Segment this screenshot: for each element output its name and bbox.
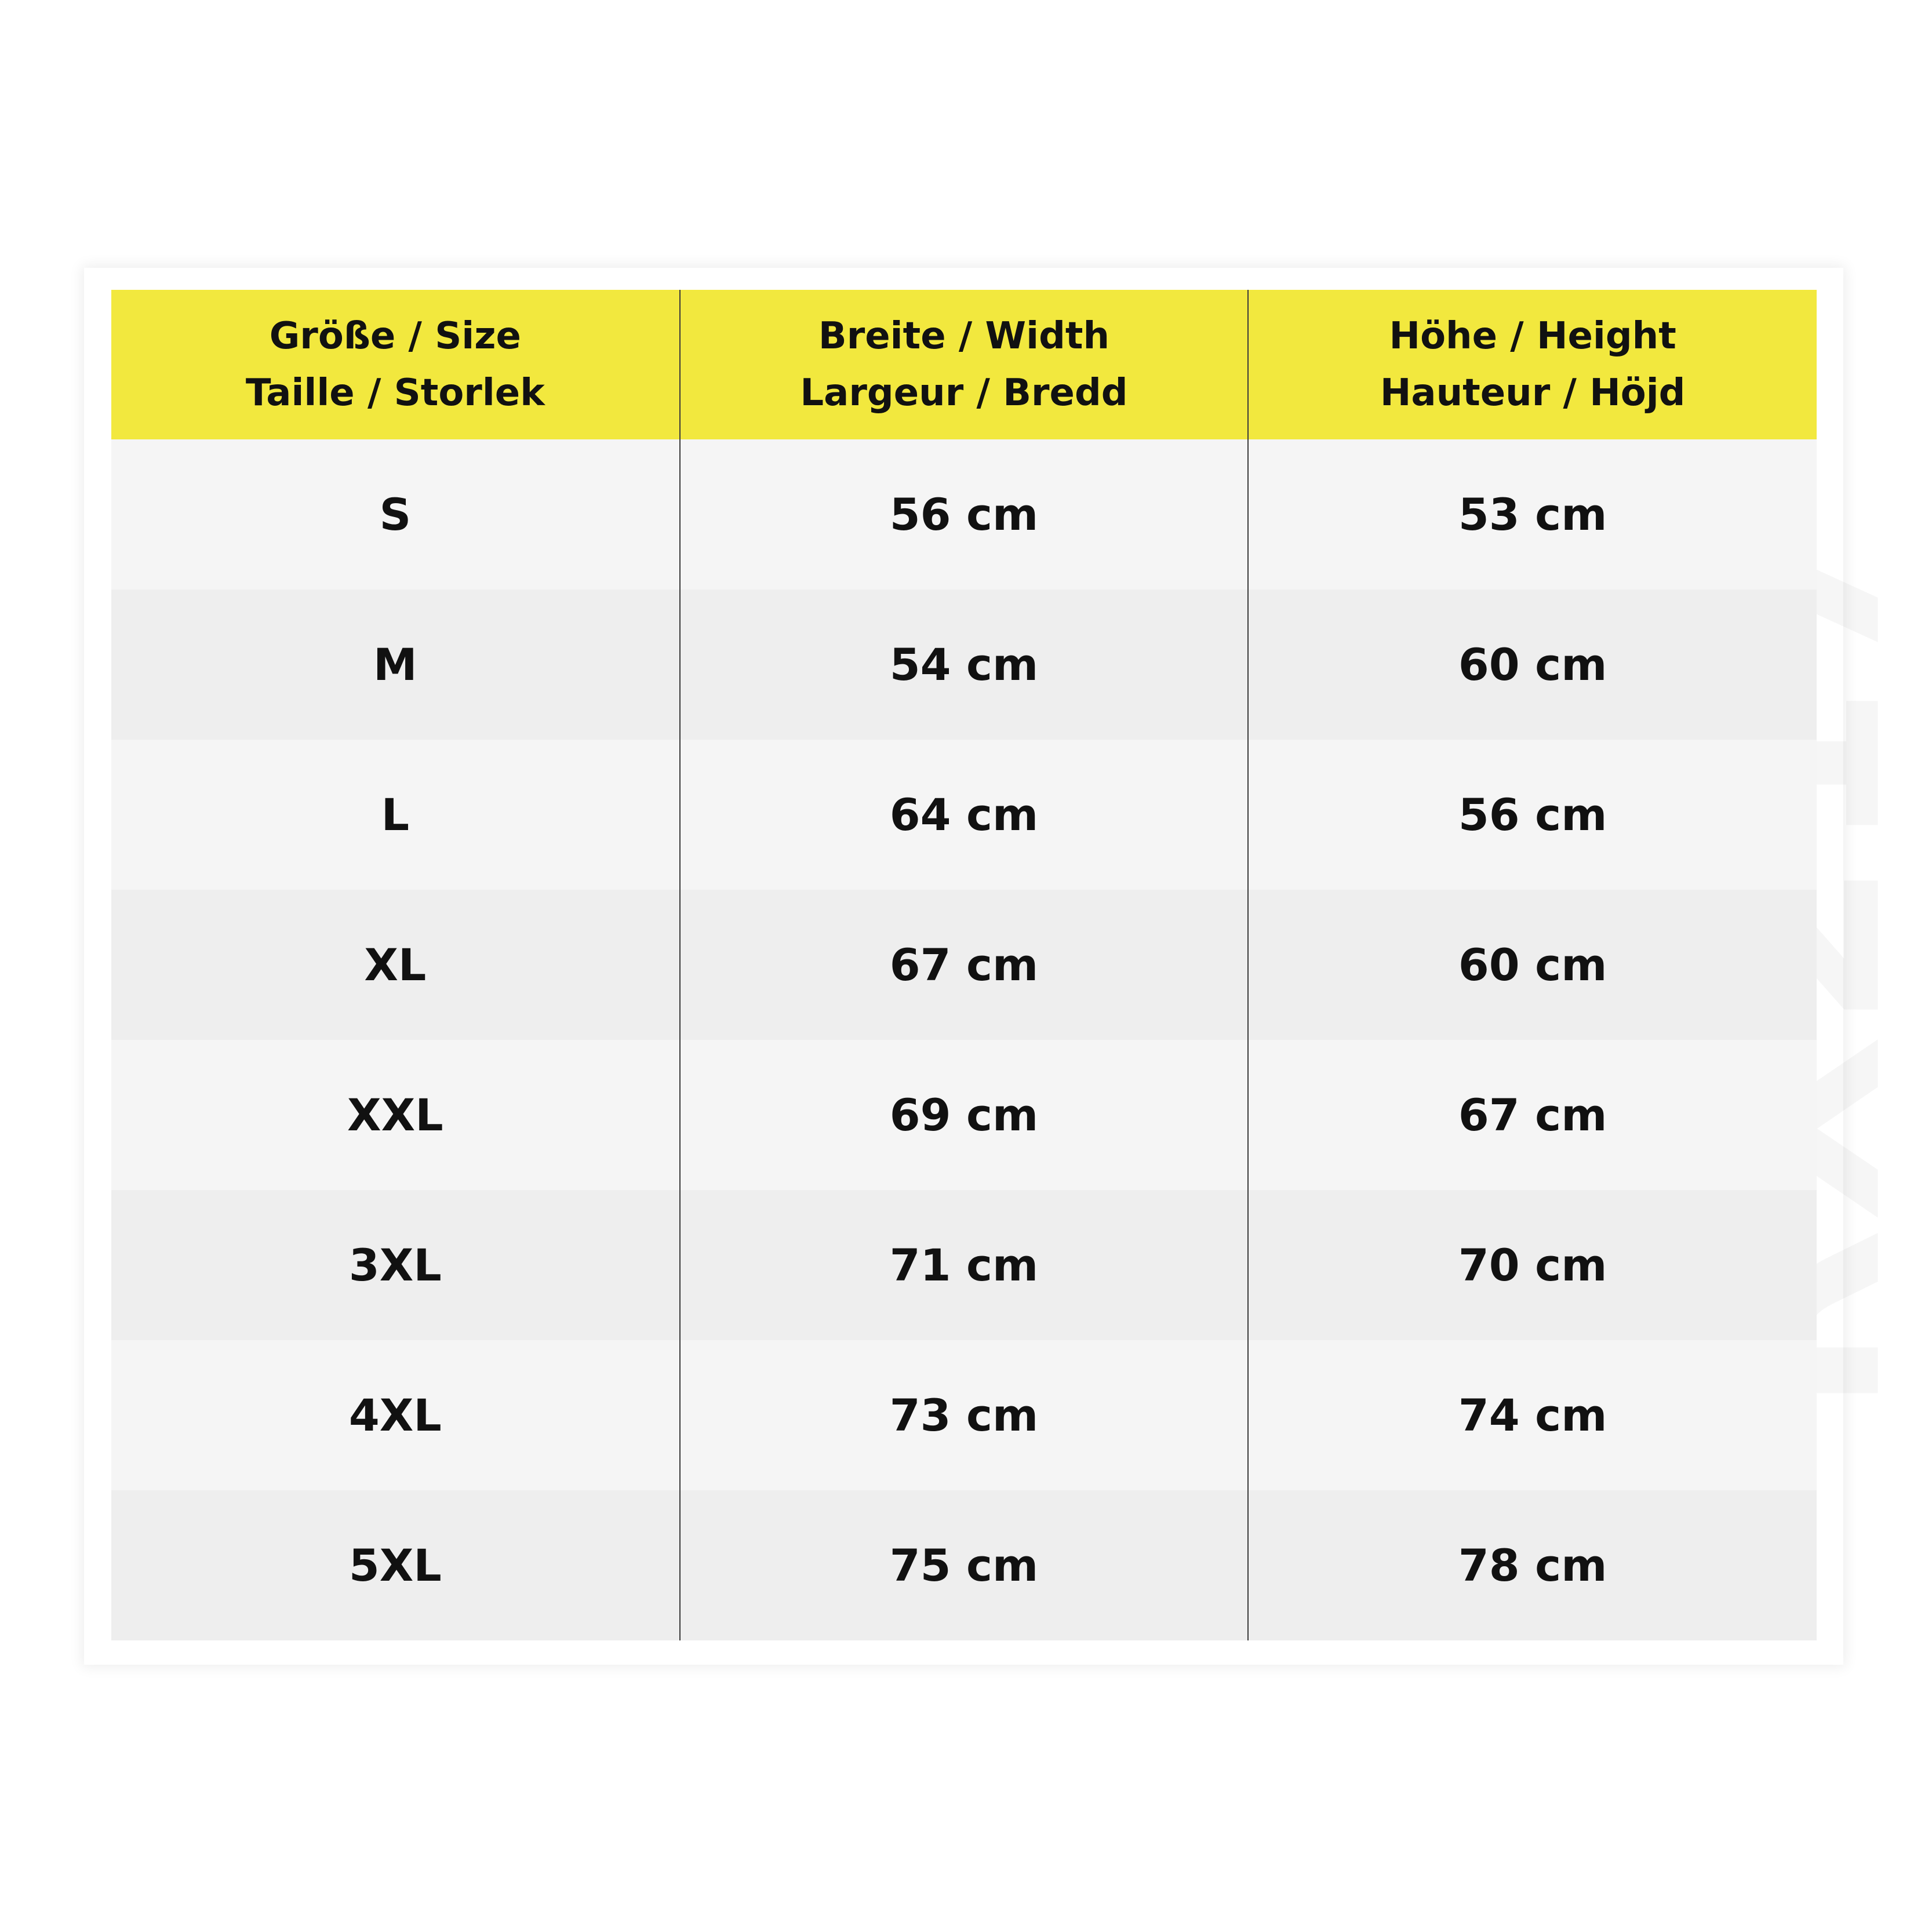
cell-width: 71 cm [680,1190,1249,1340]
header-width [680,290,1249,439]
header-width-line2: Largeur / Bredd [800,372,1128,414]
header-height-line1: Höhe / Height [1389,315,1676,358]
cell-width: 67 cm [680,890,1249,1040]
table-row [111,590,1817,740]
header-width-line1: Breite / Width [818,315,1110,358]
cell-size: 4XL [111,1340,680,1490]
cell-width: 54 cm [680,590,1249,740]
cell-size: L [111,740,680,890]
header-size [111,290,680,439]
table-row [111,1340,1817,1490]
cell-size: XXL [111,1040,680,1190]
header-height [1248,290,1817,439]
cell-height: 67 cm [1248,1040,1817,1190]
cell-height: 53 cm [1248,439,1817,590]
cell-height: 60 cm [1248,590,1817,740]
cell-width: 56 cm [680,439,1249,590]
cell-height: 78 cm [1248,1490,1817,1640]
cell-width: 73 cm [680,1340,1249,1490]
header-height-line2: Hauteur / Höjd [1380,372,1686,414]
table-row [111,1490,1817,1640]
table-header [111,290,1817,439]
cell-size: S [111,439,680,590]
cell-height: 60 cm [1248,890,1817,1040]
cell-size: M [111,590,680,740]
cell-width: 69 cm [680,1040,1249,1190]
table-row [111,740,1817,890]
header-row [111,290,1817,439]
size-table [111,290,1817,1640]
cell-size: 3XL [111,1190,680,1340]
header-size-line1: Größe / Size [269,315,521,358]
table-row [111,890,1817,1040]
table-row [111,1190,1817,1340]
cell-width: 75 cm [680,1490,1249,1640]
table-row [111,1040,1817,1190]
cell-width: 64 cm [680,740,1249,890]
header-size-line2: Taille / Storlek [245,372,545,414]
cell-size: 5XL [111,1490,680,1640]
cell-height: 70 cm [1248,1190,1817,1340]
cell-height: 56 cm [1248,740,1817,890]
cell-height: 74 cm [1248,1340,1817,1490]
table-body [111,439,1817,1640]
table-row [111,439,1817,590]
cell-size: XL [111,890,680,1040]
